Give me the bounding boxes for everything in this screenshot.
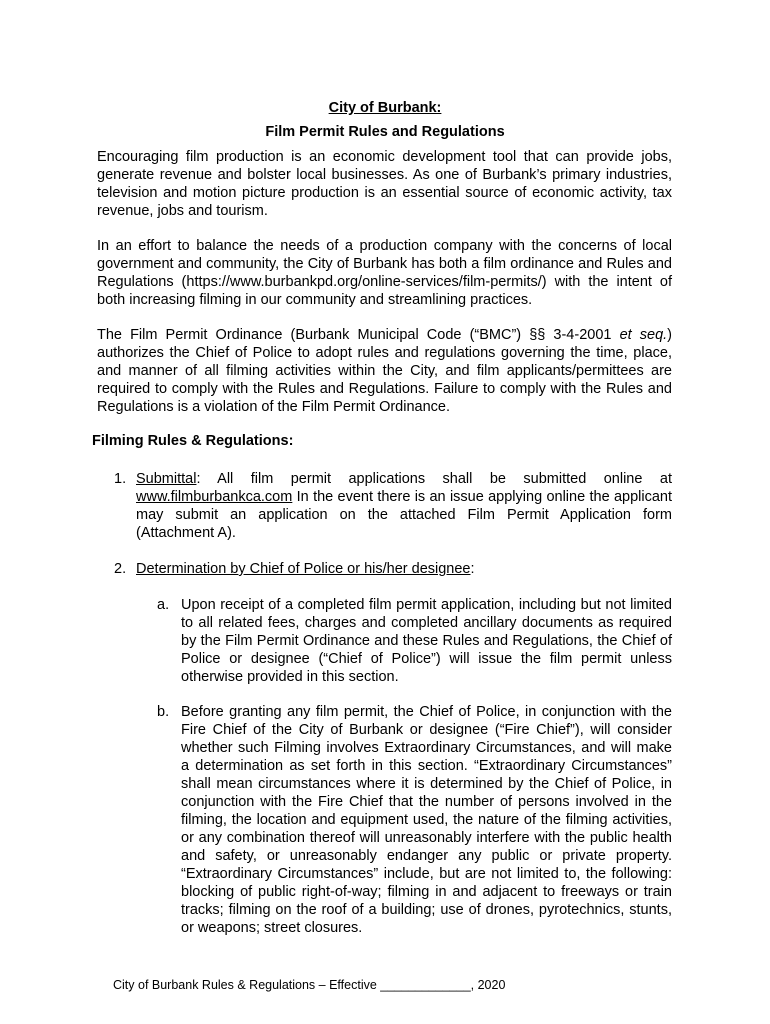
rule-colon: : [470,561,475,577]
sub-item-text: Upon receipt of a completed film permit application, including but not limited to all related fees, charges and completed ancillary documents as required by the Film Permit Ordinance and these Rules and Regulations, the Chief of Police or designee (“Chief of Police”) will issue the film permit unless otherwise provided in this section. [181,597,672,685]
sub-item-a [157,596,672,686]
rule-label: Submittal [136,471,197,487]
list-marker: 1. [114,471,127,487]
p3-text-end: ) authorizes the Chief of Police to adopt rules and regulations governing the time, place, and manner of all filming activities within the City, and film applicants/permittees are required to comply with the Rules and Regulations. Failure to comply with the Rules and Regulations is a violation of the Film Permit Ordinance. [97,327,672,415]
sub-list-marker: a. [157,597,170,613]
rule-item-determination [114,560,672,578]
p3-italic: et seq. [619,327,668,343]
sub-item-text: Before granting any film permit, the Chief of Police, in conjunction with the Fire Chief of the City of Burbank or designee (“Fire Chief”), will consider whether such Filming involves Extraordinary Circumstances, and will make a determination as set forth in this section. “Extraordinary Circumstances” shall mean circumstances where it is determined by the Chief of Police, in conjunction with the Fire Chief that the number of persons involved in the filming, the location and equipment used, the nature of the filming activities, or any combination thereof will unreasonably interfere with the public health and safety, or unreasonably endanger any public or private property. “Extraordinary Circumstances” include, but are not limited to, the following: blocking of public right-of-way; filming in and adjacent to freeways or train tracks; filming on the roof of a building; use of drones, pyrotechnics, stunts, or weapons; street closures. [181,704,672,936]
rule-label: Determination by Chief of Police or his/her designee [136,561,471,577]
intro-paragraph-3 [97,326,672,416]
intro-paragraph-1: Encouraging film production is an economic development tool that can provide jobs, generate revenue and bolster local businesses. As one of Burbank’s primary industries, television and motion picture production is an essential source of economic activity, tax revenue, jobs and tourism. [97,149,672,219]
website-link[interactable]: www.filmburbankca.com [136,489,293,505]
rule-text-cont: In the event there is an issue applying online the applicant may submit an application on the attached Film Permit Application form (Attachment A). [136,489,672,541]
p3-text-start: The Film Permit Ordinance (Burbank Municipal Code (“BMC”) §§ 3-4-2001 [97,327,620,343]
page-footer: City of Burbank Rules & Regulations – Effective _____________, 2020 [113,978,506,992]
sub-list-marker: b. [157,704,170,720]
document-subtitle: Film Permit Rules and Regulations [265,124,505,140]
rule-item-submittal [114,470,672,542]
list-marker: 2. [114,561,127,577]
document-title: City of Burbank: [328,100,442,116]
rule-text: : All film permit applications shall be submitted online at [196,471,672,487]
sub-item-b [157,703,672,937]
rules-heading: Filming Rules & Regulations: [92,433,294,449]
intro-paragraph-2: In an effort to balance the needs of a production company with the concerns of local government and community, the City of Burbank has both a film ordinance and Rules and Regulations (https://www.burbankpd.org/online-services/film-permits/) with the intent of both increasing filming in our community and streamlining practices. [97,238,672,308]
